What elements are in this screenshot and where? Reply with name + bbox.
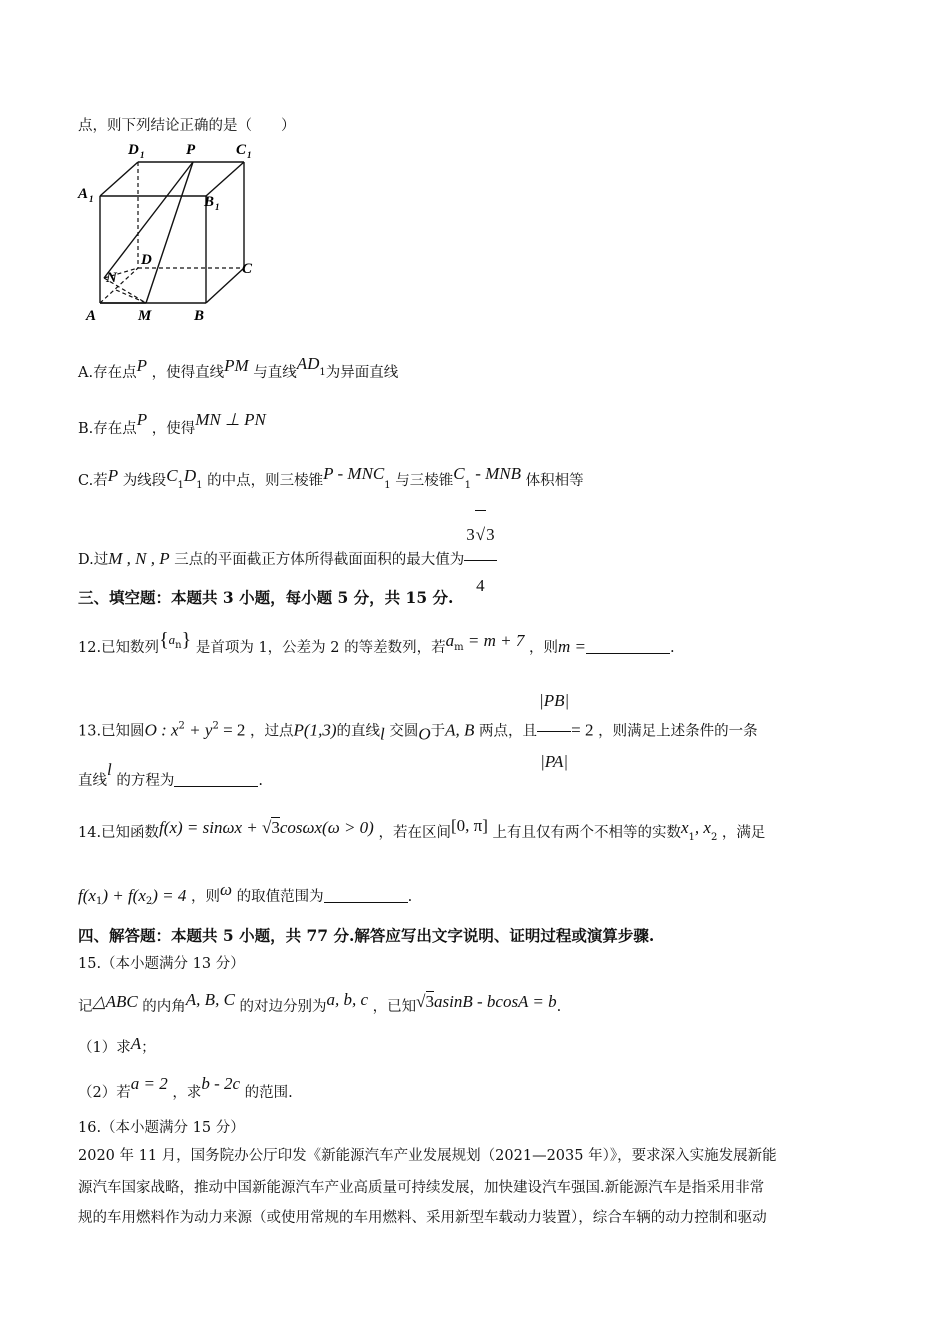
q15-part1: （1）求A； [78,1034,156,1056]
q14-line2: $f(x_1) + f(x_2) = 4$ ，则ω 的取值范围为 . [78,880,413,907]
q16-line2: 源汽车国家战略，推动中国新能源汽车产业高质量可持续发展，加快建设汽车强国.新能源汽车是指采用非常 [78,1180,765,1196]
q14: 14.已知函数f(x) = sinωx + √3cosωx(ω > 0) ，若在区间[0, π] 上有且仅有两个不相等的实数$x_1$, $x_2$ ，满足 [78,816,766,843]
label-N: N [106,270,117,286]
q16-title: 16.（本小题满分 15 分） [78,1120,245,1136]
label-D: D [141,252,152,268]
ratio-fraction: $\frac{|PB|}{|PA|}$ [537,672,571,791]
section-3-title: 三、填空题：本题共 3 小题，每小题 5 分，共 15 分. [78,588,454,607]
q15-part2: （2）若a = 2 ，求b - 2c 的范围. [78,1074,293,1101]
label-D1: D [128,142,139,158]
label-A: A [86,308,97,324]
q13-answer-blank[interactable] [174,772,258,787]
q16-line1: 2020 年 11 月，国务院办公厅印发《新能源汽车产业发展规划（2021—2035 年）》，要求深入实施发展新能 [78,1148,777,1164]
q12-answer-blank[interactable] [586,639,670,654]
cube-figure [76,138,266,324]
section-4-title: 四、解答题：本题共 5 小题，共 77 分.解答应写出文字说明、证明过程或演算步骤. [78,926,655,945]
option-a: A.存在点P ，使得直线PM 与直线$AD^1$为异面直线 [78,354,399,381]
q15-title: 15.（本小题满分 13 分） [78,956,245,972]
max-area-fraction: $\frac{3√3}{4}$ [464,510,496,610]
q13: 13.已知圆O : $x^2 + y^2 = 2$ ，过点P(1,3)的直线l 交圆O于A, B 两点，且 $\frac{|PB|}{|PA|}$ = 2 ，则满足上述条件的一条 [78,672,758,791]
q12: 12.已知数列$\{a^n\}$ 是首项为 1，公差为 2 的等差数列，若$a^m = m + 7$ ，则m = . [78,629,675,656]
option-d: D.过M , N , P 三点的平面截正方体所得截面面积的最大值为 $\frac{3√3}{4}$ [78,510,497,610]
label-C: C [242,261,253,277]
label-P: P [186,142,196,158]
svg-text:1: 1 [140,150,145,160]
label-B: B [194,308,205,324]
q11-stem: 点，则下列结论正确的是（ ） [78,118,296,134]
q14-answer-blank[interactable] [324,888,408,903]
svg-text:1: 1 [215,202,220,212]
q16-line3: 规的车用燃料作为动力来源（或使用常规的车用燃料、采用新型车载动力装置），综合车辆的动力控制和驱动 [78,1210,767,1226]
label-A1: A [78,186,89,202]
svg-text:1: 1 [247,150,252,160]
q15-stem: 记△ABC 的内角A, B, C 的对边分别为a, b, c ，已知√3asinB - bcosA = b. [78,990,562,1015]
label-C1: C [236,142,247,158]
svg-text:1: 1 [89,194,94,204]
option-c: C.若P 为线段$C_1D_1$ 的中点，则三棱锥P - $MNC_1$ 与三棱锥$C_1$ - MNB 体积相等 [78,464,584,491]
label-M: M [138,308,152,324]
label-B1: B [204,194,215,210]
option-b: B.存在点P ，使得MN ⊥ PN [78,410,266,437]
q13-line2: 直线l 的方程为 . [78,760,263,789]
